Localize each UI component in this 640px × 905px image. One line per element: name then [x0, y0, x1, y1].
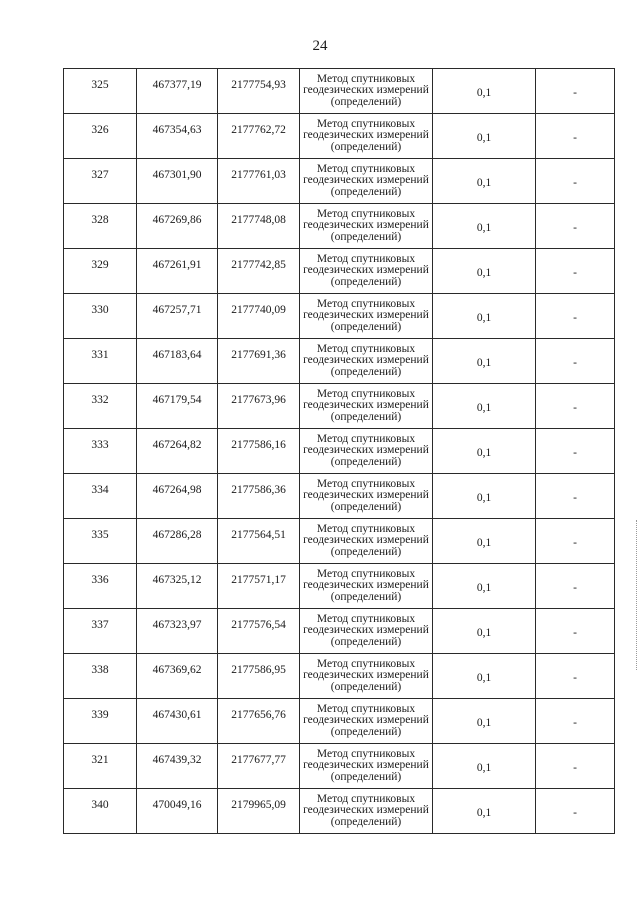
accuracy-cell: 0,1	[433, 69, 536, 114]
point-number-cell: 330	[64, 294, 137, 339]
x-coordinate-cell: 467354,63	[137, 114, 218, 159]
method-cell	[300, 609, 433, 654]
method-line: (определений)	[330, 635, 402, 648]
method-line: (определений)	[330, 680, 402, 693]
y-coordinate-cell: 2177586,36	[218, 474, 300, 519]
method-cell	[300, 69, 433, 114]
method-line: геодезических измерений	[303, 354, 429, 367]
description-cell: -	[536, 294, 615, 339]
y-coordinate-cell: 2177761,03	[218, 159, 300, 204]
point-number-cell: 329	[64, 249, 137, 294]
method-line: Метод спутниковых	[316, 72, 416, 85]
accuracy-cell: 0,1	[433, 114, 536, 159]
method-line: (определений)	[330, 320, 402, 333]
table-row	[64, 159, 615, 204]
method-line: (определений)	[330, 140, 402, 153]
x-coordinate-cell: 467269,86	[137, 204, 218, 249]
accuracy-cell: 0,1	[433, 699, 536, 744]
table-row	[64, 384, 615, 429]
table-row	[64, 609, 615, 654]
method-line: (определений)	[330, 545, 402, 558]
method-line: Метод спутниковых	[316, 477, 416, 490]
x-coordinate-cell: 467439,32	[137, 744, 218, 789]
y-coordinate-cell: 2177586,16	[218, 429, 300, 474]
table-row	[64, 114, 615, 159]
method-line: Метод спутниковых	[316, 702, 416, 715]
table-row	[64, 789, 615, 834]
x-coordinate-cell: 467286,28	[137, 519, 218, 564]
y-coordinate-cell: 2177748,08	[218, 204, 300, 249]
description-cell: -	[536, 159, 615, 204]
description-cell: -	[536, 789, 615, 834]
table-row	[64, 204, 615, 249]
x-coordinate-cell: 467183,64	[137, 339, 218, 384]
description-cell: -	[536, 429, 615, 474]
table-row	[64, 249, 615, 294]
method-line: (определений)	[330, 455, 402, 468]
method-cell	[300, 384, 433, 429]
method-cell	[300, 474, 433, 519]
description-cell: -	[536, 654, 615, 699]
description-cell: -	[536, 384, 615, 429]
method-line: геодезических измерений	[303, 129, 429, 142]
accuracy-cell: 0,1	[433, 474, 536, 519]
x-coordinate-cell: 467264,98	[137, 474, 218, 519]
accuracy-cell: 0,1	[433, 204, 536, 249]
method-line: Метод спутниковых	[316, 387, 416, 400]
point-number-cell: 335	[64, 519, 137, 564]
x-coordinate-cell: 470049,16	[137, 789, 218, 834]
accuracy-cell: 0,1	[433, 249, 536, 294]
y-coordinate-cell: 2177576,54	[218, 609, 300, 654]
accuracy-cell: 0,1	[433, 519, 536, 564]
table-row	[64, 564, 615, 609]
method-line: геодезических измерений	[303, 579, 429, 592]
method-cell	[300, 159, 433, 204]
point-number-cell: 325	[64, 69, 137, 114]
description-cell: -	[536, 519, 615, 564]
point-number-cell: 327	[64, 159, 137, 204]
method-line: Метод спутниковых	[316, 117, 416, 130]
method-line: геодезических измерений	[303, 174, 429, 187]
method-line: Метод спутниковых	[316, 657, 416, 670]
scan-edge-mark	[636, 520, 638, 670]
method-cell	[300, 294, 433, 339]
x-coordinate-cell: 467377,19	[137, 69, 218, 114]
accuracy-cell: 0,1	[433, 789, 536, 834]
accuracy-cell: 0,1	[433, 744, 536, 789]
x-coordinate-cell: 467179,54	[137, 384, 218, 429]
method-line: геодезических измерений	[303, 264, 429, 277]
description-cell: -	[536, 609, 615, 654]
method-line: геодезических измерений	[303, 444, 429, 457]
description-cell: -	[536, 474, 615, 519]
method-line: Метод спутниковых	[316, 252, 416, 265]
method-line: геодезических измерений	[303, 219, 429, 232]
method-line: Метод спутниковых	[316, 747, 416, 760]
table-row	[64, 294, 615, 339]
method-line: Метод спутниковых	[316, 432, 416, 445]
description-cell: -	[536, 744, 615, 789]
method-line: Метод спутниковых	[316, 522, 416, 535]
description-cell: -	[536, 114, 615, 159]
method-cell	[300, 789, 433, 834]
point-number-cell: 334	[64, 474, 137, 519]
point-number-cell: 321	[64, 744, 137, 789]
method-cell	[300, 249, 433, 294]
x-coordinate-cell: 467264,82	[137, 429, 218, 474]
y-coordinate-cell: 2177571,17	[218, 564, 300, 609]
accuracy-cell: 0,1	[433, 339, 536, 384]
method-line: (определений)	[330, 410, 402, 423]
table-row	[64, 429, 615, 474]
y-coordinate-cell: 2177656,76	[218, 699, 300, 744]
accuracy-cell: 0,1	[433, 564, 536, 609]
point-number-cell: 332	[64, 384, 137, 429]
x-coordinate-cell: 467261,91	[137, 249, 218, 294]
y-coordinate-cell: 2177691,36	[218, 339, 300, 384]
accuracy-cell: 0,1	[433, 294, 536, 339]
method-line: Метод спутниковых	[316, 342, 416, 355]
method-line: Метод спутниковых	[316, 207, 416, 220]
x-coordinate-cell: 467325,12	[137, 564, 218, 609]
y-coordinate-cell: 2177586,95	[218, 654, 300, 699]
y-coordinate-cell: 2177742,85	[218, 249, 300, 294]
method-line: (определений)	[330, 500, 402, 513]
y-coordinate-cell: 2177762,72	[218, 114, 300, 159]
method-line: (определений)	[330, 725, 402, 738]
method-line: (определений)	[330, 185, 402, 198]
method-line: (определений)	[330, 230, 402, 243]
accuracy-cell: 0,1	[433, 654, 536, 699]
description-cell: -	[536, 69, 615, 114]
method-cell	[300, 114, 433, 159]
method-line: геодезических измерений	[303, 624, 429, 637]
point-number-cell: 338	[64, 654, 137, 699]
page-number: 24	[312, 38, 328, 54]
method-line: Метод спутниковых	[316, 297, 416, 310]
method-line: Метод спутниковых	[316, 162, 416, 175]
x-coordinate-cell: 467430,61	[137, 699, 218, 744]
table-row	[64, 699, 615, 744]
y-coordinate-cell: 2177740,09	[218, 294, 300, 339]
method-line: геодезических измерений	[303, 669, 429, 682]
x-coordinate-cell: 467323,97	[137, 609, 218, 654]
method-cell	[300, 339, 433, 384]
method-cell	[300, 204, 433, 249]
method-cell	[300, 429, 433, 474]
method-line: геодезических измерений	[303, 309, 429, 322]
table-row	[64, 339, 615, 384]
table-row	[64, 744, 615, 789]
method-line: Метод спутниковых	[316, 612, 416, 625]
table-row	[64, 519, 615, 564]
method-line: геодезических измерений	[303, 489, 429, 502]
accuracy-cell: 0,1	[433, 609, 536, 654]
point-number-cell: 328	[64, 204, 137, 249]
method-line: (определений)	[330, 365, 402, 378]
y-coordinate-cell: 2177564,51	[218, 519, 300, 564]
description-cell: -	[536, 249, 615, 294]
method-line: геодезических измерений	[303, 804, 429, 817]
table-row	[64, 474, 615, 519]
method-line: Метод спутниковых	[316, 567, 416, 580]
method-line: геодезических измерений	[303, 399, 429, 412]
method-cell	[300, 564, 433, 609]
method-line: геодезических измерений	[303, 534, 429, 547]
point-number-cell: 326	[64, 114, 137, 159]
description-cell: -	[536, 699, 615, 744]
method-line: геодезических измерений	[303, 759, 429, 772]
coordinates-table	[63, 68, 615, 834]
description-cell: -	[536, 339, 615, 384]
description-cell: -	[536, 564, 615, 609]
point-number-cell: 340	[64, 789, 137, 834]
point-number-cell: 331	[64, 339, 137, 384]
method-cell	[300, 699, 433, 744]
coordinates-table-body	[64, 69, 615, 834]
table-row	[64, 654, 615, 699]
method-line: (определений)	[330, 770, 402, 783]
method-line: геодезических измерений	[303, 714, 429, 727]
point-number-cell: 336	[64, 564, 137, 609]
x-coordinate-cell: 467369,62	[137, 654, 218, 699]
method-cell	[300, 519, 433, 564]
y-coordinate-cell: 2177673,96	[218, 384, 300, 429]
description-cell: -	[536, 204, 615, 249]
point-number-cell: 333	[64, 429, 137, 474]
method-line: Метод спутниковых	[316, 792, 416, 805]
point-number-cell: 339	[64, 699, 137, 744]
method-line: (определений)	[330, 590, 402, 603]
method-line: (определений)	[330, 275, 402, 288]
table-row	[64, 69, 615, 114]
point-number-cell: 337	[64, 609, 137, 654]
method-line: (определений)	[330, 95, 402, 108]
method-line: (определений)	[330, 815, 402, 828]
y-coordinate-cell: 2179965,09	[218, 789, 300, 834]
accuracy-cell: 0,1	[433, 384, 536, 429]
x-coordinate-cell: 467301,90	[137, 159, 218, 204]
method-cell	[300, 744, 433, 789]
method-cell	[300, 654, 433, 699]
accuracy-cell: 0,1	[433, 159, 536, 204]
y-coordinate-cell: 2177677,77	[218, 744, 300, 789]
y-coordinate-cell: 2177754,93	[218, 69, 300, 114]
accuracy-cell: 0,1	[433, 429, 536, 474]
method-line: геодезических измерений	[303, 84, 429, 97]
x-coordinate-cell: 467257,71	[137, 294, 218, 339]
